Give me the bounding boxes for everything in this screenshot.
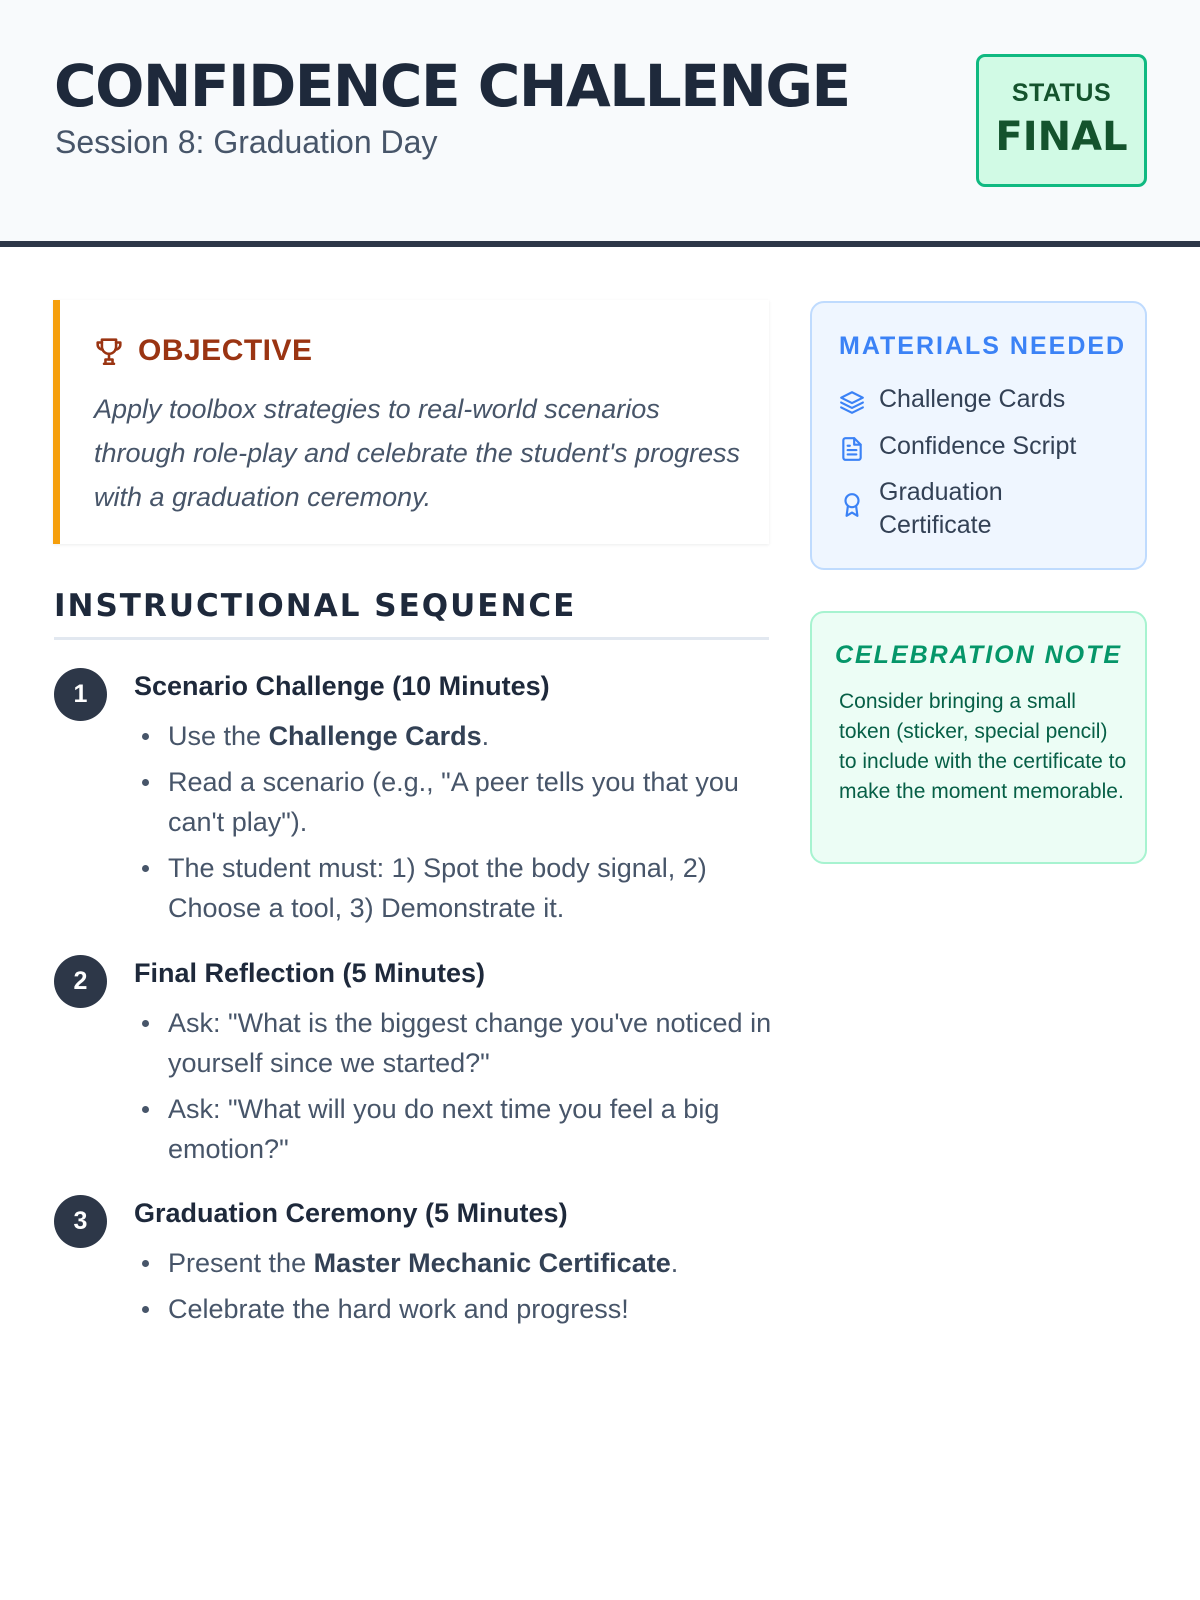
step-list xyxy=(134,1003,774,1175)
trophy-icon xyxy=(92,334,126,368)
list-item: The student must: 1) Spot the body signal, 2) Choose a tool, 3) Demonstrate it. xyxy=(134,848,774,928)
section-divider xyxy=(54,637,769,640)
page-header xyxy=(0,0,1200,247)
step-title: Graduation Ceremony (5 Minutes) xyxy=(134,1198,568,1228)
celebration-title: CELEBRATION NOTE xyxy=(834,641,1123,669)
celebration-note-card xyxy=(810,611,1147,864)
list-item: Ask: "What will you do next time you feel a big emotion?" xyxy=(134,1089,774,1169)
step-title: Scenario Challenge (10 Minutes) xyxy=(134,671,550,701)
step-number: 1 xyxy=(54,668,107,721)
step-number: 3 xyxy=(54,1195,107,1248)
materials-card xyxy=(810,301,1147,570)
layers-icon xyxy=(839,389,865,415)
page-subtitle: Session 8: Graduation Day xyxy=(55,124,438,160)
list-item: Celebrate the hard work and progress! xyxy=(134,1289,774,1329)
materials-title: MATERIALS NEEDED xyxy=(839,332,1127,360)
emphasis-text: Challenge Cards xyxy=(268,721,482,751)
materials-item xyxy=(839,383,1109,416)
step-title: Final Reflection (5 Minutes) xyxy=(134,958,486,988)
materials-label: Graduation Certificate xyxy=(879,478,1003,539)
emphasis-text: Master Mechanic Certificate xyxy=(313,1248,671,1278)
step-number: 2 xyxy=(54,955,107,1008)
list-item: Use the Challenge Cards. xyxy=(134,716,774,756)
status-value: FINAL xyxy=(995,114,1128,160)
celebration-text: Consider bringing a small token (sticker, special pencil) to include with the certificate to make the moment memorable. xyxy=(839,690,1127,803)
objective-header xyxy=(92,334,313,368)
list-item: Present the Master Mechanic Certificate. xyxy=(134,1243,774,1283)
status-label: STATUS xyxy=(1011,79,1112,107)
award-icon xyxy=(839,492,865,518)
step-list xyxy=(134,716,774,934)
document-icon xyxy=(839,436,865,462)
materials-label: Confidence Script xyxy=(879,432,1077,460)
sequence-heading: INSTRUCTIONAL SEQUENCE xyxy=(54,588,577,624)
list-item: Ask: "What is the biggest change you've noticed in yourself since we started?" xyxy=(134,1003,774,1083)
materials-item xyxy=(839,430,1109,463)
status-badge xyxy=(976,54,1147,187)
materials-item xyxy=(839,476,1109,542)
materials-label: Challenge Cards xyxy=(879,385,1066,413)
step-list xyxy=(134,1243,774,1335)
page-title: CONFIDENCE CHALLENGE xyxy=(54,52,850,120)
objective-title: OBJECTIVE xyxy=(138,334,313,367)
list-item: Read a scenario (e.g., "A peer tells you that you can't play"). xyxy=(134,762,774,842)
objective-text: Apply toolbox strategies to real-world scenarios through role-play and celebrate the student's progress with a graduation ceremony. xyxy=(94,394,741,512)
objective-card xyxy=(53,300,769,544)
